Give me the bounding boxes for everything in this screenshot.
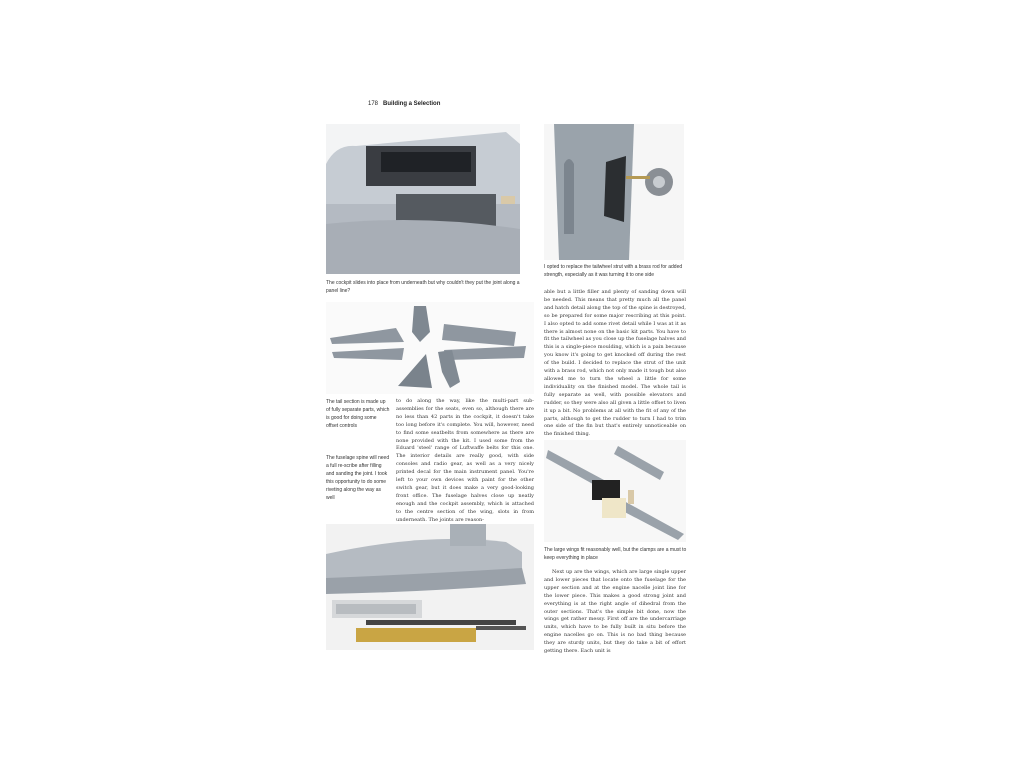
- page-header: [368, 101, 440, 107]
- body-text-col2: [396, 398, 534, 525]
- caption-wings: The large wings fit reasonably well, but the clamps are a must to keep everything in place: [544, 547, 687, 561]
- photo-cockpit: [326, 124, 520, 274]
- caption-tailwheel: I opted to replace the tailwheel strut with a brass rod for added strength, especially as it was turning it to one side: [544, 264, 683, 278]
- photo-fuselage-spine: [326, 524, 534, 650]
- paragraph: able but a little filler and plenty of sanding down will be needed. This means that pretty much all the panel and hatch detail along the top of the spine is destroyed, so be prepared for some major rescribing at this point. I also opted to add some rivet detail while I was at it as there is almost none on the basic kit parts. You have to fit the tailwheel as you close up the fuselage halves and this is a single-piece moulding, which is a pain because you know it's going to get knocked off during the rest of the build. I decided to replace the strut of the unit with a brass rod, which not only made it tough but also allowed me to turn the wheel a little for some individuality on the finished model. The whole tail is fully separate as well, with possible elevators and rudder, so they were also all given a little offset to liven it up a bit. No problems at all with the fit of any of the parts, although to get the rudder to turn I had to trim one side of the fin but that's entirely unnoticeable on the finished thing.: [544, 289, 686, 438]
- body-text-col3-top: [544, 289, 686, 439]
- photo-tailwheel: [544, 124, 684, 260]
- body-text-col3-bottom: [544, 569, 686, 656]
- photo-wings: [544, 440, 686, 542]
- caption-fuselage-spine: The fuselage spine will need a full re-scribe after filling and sanding the joint. I took this opportunity to do some riveting along the way as well: [326, 455, 390, 501]
- page-number: 178: [368, 101, 379, 107]
- paragraph: Next up are the wings, which are large single upper and lower pieces that locate onto the fuselage for the upper section and at the engine nacelle joint line for the lower piece. This makes a good strong joint and everything is at the right angle of dihedral from the outer sections. That's the simple bit done, now the wings get rather messy. First off are the undercarriage units, which have to be fully built in situ before the engine nacelles go on. This is no bad thing because they are sturdy units, but they do take a bit of effort getting there. Each unit is: [544, 569, 686, 655]
- photo-tail-section: [326, 302, 534, 394]
- paragraph: to do along the way, like the multi-part sub-assemblies for the seats, even so, although there are no less than 42 parts in the cockpit, it doesn't take too long before it's complete. You will, however, need to find some seatbelts from somewhere as there are none provided with the kit. I used some from the Eduard 'steel' range of Luftwaffe belts for this one. The interior details are really good, with side consoles and radio gear, as well as a very nicely printed decal for the main instrument panel. You're left to your own devices with paint for the other switch gear, but it does make a very good-looking front office. The fuselage halves close up neatly enough and the cockpit assembly, which is attached to the centre section of the wing, slots in from underneath. The joints are reason-: [396, 398, 534, 523]
- caption-tail-section: The tail section is made up of fully separate parts, which is good for doing some offset controls: [326, 399, 390, 429]
- section-title: Building a Selection: [383, 101, 441, 107]
- caption-cockpit: The cockpit slides into place from underneath but why couldn't they put the joint along a panel line?: [326, 280, 520, 294]
